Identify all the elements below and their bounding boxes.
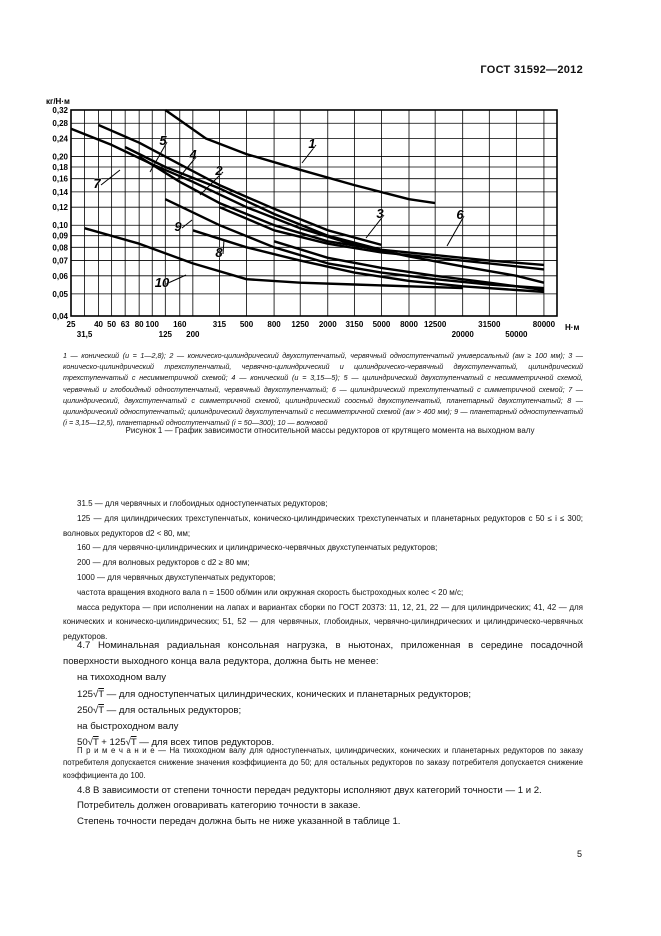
curve-10 <box>85 228 463 288</box>
high-speed-shaft-label: на быстроходном валу <box>77 721 179 733</box>
definition-item: 31.5 — для червячных и глобоидных одноступенчатых редукторов; <box>77 499 328 508</box>
chart-legend: 1 — конический (u = 1—2,8); 2 — коническо-цилиндрический двухступенчатый, червячный одноступенчатый универсальный (aw ≥ 100 мм); 3 — коническо-цилиндрический трехступенчатый, червячно-цилиндрический и цилиндрическо-червячный двухступенчатый, цилиндрический трехступенчатый с несимметричной схемой; 4 — конический (u = 3,15—5); 5 — цилиндрический двухступенчатый с несимметричной схемой, червячный и глобоидный одноступенчатый, червячный двухступенчатый; 6 — цилиндрический трехступенчатый с симметричной схемой; 7 — цилиндрический, двухступенчатый с симметричной схемой, цилиндрический соосный двухступенчатый, планетарный двухступенчатый; 8 — цилиндрический одноступенчатый; цилиндрический двухступенчатый с несимметричной схемой (aw > 400 мм); 9 — планетарный одноступенчатый (i = 3,15—12,5), планетарный одноступенчатый (i = 50—300); 10 — волновой <box>63 351 583 428</box>
formula-1: 125√T — для одноступенчатых цилиндрических, конических и планетарных редукторов; <box>77 688 472 700</box>
y-tick-label: 0,12 <box>52 203 68 213</box>
x-tick-label: 125 <box>158 330 172 339</box>
y-tick-label: 0,28 <box>52 119 68 129</box>
section-4-8-para: Потребитель должен оговаривать категорию точности в заказе. <box>77 800 361 812</box>
curve-label: 4 <box>189 147 197 162</box>
definition-item: 125 — для цилиндрических трехступенчатых, коническо-цилиндрических трехступенчатых и планетарных редукторов с 50 ≤ i ≤ 300; волновых редукторов d2 < 80, мм; <box>63 513 583 538</box>
x-tick-label: 1250 <box>291 320 310 329</box>
x-tick-label: 25 <box>66 320 76 329</box>
section-4-7 <box>63 638 583 751</box>
mass-torque-chart <box>0 0 661 340</box>
x-tick-label: 63 <box>120 320 130 329</box>
curve-label: 6 <box>456 207 464 222</box>
curve-label-leader <box>182 220 192 228</box>
section-4-7-intro: 4.7 Номинальная радиальная консольная нагрузка, в ньютонах, приложенная в середине посадочной поверхности выходного конца вала редуктора, должна быть не менее: <box>63 640 583 668</box>
curve-label-leader <box>101 170 120 185</box>
y-axis-unit: кг/Н·м <box>46 97 70 106</box>
y-tick-label: 0,10 <box>52 221 68 231</box>
note: П р и м е ч а н и е — На тихоходном валу для одноступенчатых, цилиндрических, конических и планетарных редукторов по заказу потребителя допускается снижение значения коэффициента до 50; для остальных редукторов по заказу потребителя допускается снижение коэффициента до 100. <box>63 746 583 780</box>
x-tick-label: 80 <box>134 320 144 329</box>
x-tick-label: 80000 <box>532 320 556 329</box>
x-tick-label: 20000 <box>451 330 474 339</box>
curve-2 <box>139 157 544 265</box>
definitions-list <box>63 497 583 645</box>
low-speed-shaft-label: на тихоходном валу <box>77 672 166 684</box>
document-code: ГОСТ 31592—2012 <box>480 64 583 76</box>
x-tick-label: 3150 <box>345 320 364 329</box>
curve-label: 7 <box>93 176 101 191</box>
curve-label: 8 <box>215 245 223 260</box>
x-tick-label: 8000 <box>400 320 418 329</box>
x-tick-label: 100 <box>145 320 159 329</box>
y-tick-label: 0,05 <box>52 289 68 299</box>
x-tick-label: 12500 <box>424 320 447 329</box>
definition-item: 200 — для волновых редукторов с d2 ≥ 80 мм; <box>77 558 250 568</box>
x-tick-label: 500 <box>239 320 254 329</box>
curve-label: 9 <box>174 219 182 234</box>
curve-label-leader <box>223 240 224 254</box>
y-tick-label: 0,16 <box>52 174 68 184</box>
y-tick-label: 0,04 <box>52 312 68 321</box>
page-number: 5 <box>577 849 583 859</box>
y-tick-label: 0,07 <box>52 256 68 266</box>
x-tick-label: 2000 <box>318 320 337 329</box>
figure-caption: Рисунок 1 — График зависимости относительной массы редукторов от крутящего момента на выходном валу <box>125 426 535 435</box>
x-axis-unit: Н·м <box>565 323 580 332</box>
x-tick-label: 31,5 <box>76 330 93 339</box>
curve-label: 3 <box>376 206 384 221</box>
x-tick-label: 40 <box>94 320 103 329</box>
formula-2: 250√T — для остальных редукторов; <box>77 704 242 716</box>
section-4-8-para: 4.8 В зависимости от степени точности передач редукторы исполняют двух категорий точности — 1 и 2. <box>77 785 542 796</box>
y-tick-label: 0,06 <box>52 271 68 281</box>
y-tick-label: 0,32 <box>52 106 68 115</box>
definition-item: 160 — для червячно-цилиндрических и цилиндрическо-червячных двухступенчатых редукторов; <box>77 543 438 553</box>
curve-5 <box>99 125 382 245</box>
definition-item: частота вращения входного вала n = 1500 об/мин или окружная скорость быстроходных колес < 20 м/с; <box>77 587 464 597</box>
x-tick-label: 5000 <box>372 320 391 329</box>
x-tick-label: 31500 <box>478 320 501 329</box>
x-tick-label: 315 <box>212 320 227 329</box>
x-tick-labels <box>67 320 556 339</box>
section-4-8 <box>63 783 583 829</box>
y-tick-label: 0,24 <box>52 134 68 144</box>
curve-label: 5 <box>159 133 167 148</box>
y-tick-label: 0,18 <box>52 162 68 172</box>
x-tick-label: 50000 <box>505 330 528 339</box>
x-tick-label: 800 <box>267 320 281 329</box>
y-tick-label: 0,09 <box>52 231 68 241</box>
curve-label: 1 <box>308 136 316 151</box>
y-tick-labels <box>52 106 68 321</box>
definition-item: 1000 — для червячных двухступенчатых редукторов; <box>77 572 276 582</box>
formula-3: 50√T + 125√T — для всех типов редукторов. <box>77 737 275 749</box>
definition-item: масса редуктора — при исполнении на лапах и вариантах сборки по ГОСТ 20373: 11, 12, 21, 22 — для цилиндрических; 41, 42 — для конических и коническо-цилиндрических; 51, 52 — для червячных, глобоидных, червячно-цилиндрических и цилиндрическо-червячных редукторов. <box>63 602 583 642</box>
y-tick-label: 0,14 <box>52 187 68 197</box>
x-tick-label: 160 <box>173 320 187 329</box>
curve-label: 10 <box>154 275 170 290</box>
section-4-8-para: Степень точности передач должна быть не ниже указанной в таблице 1. <box>77 815 401 827</box>
x-tick-label: 200 <box>186 330 200 339</box>
y-tick-label: 0,08 <box>52 243 68 253</box>
curve-label: 2 <box>215 163 223 178</box>
y-tick-label: 0,20 <box>52 152 68 162</box>
x-tick-label: 50 <box>107 320 117 329</box>
